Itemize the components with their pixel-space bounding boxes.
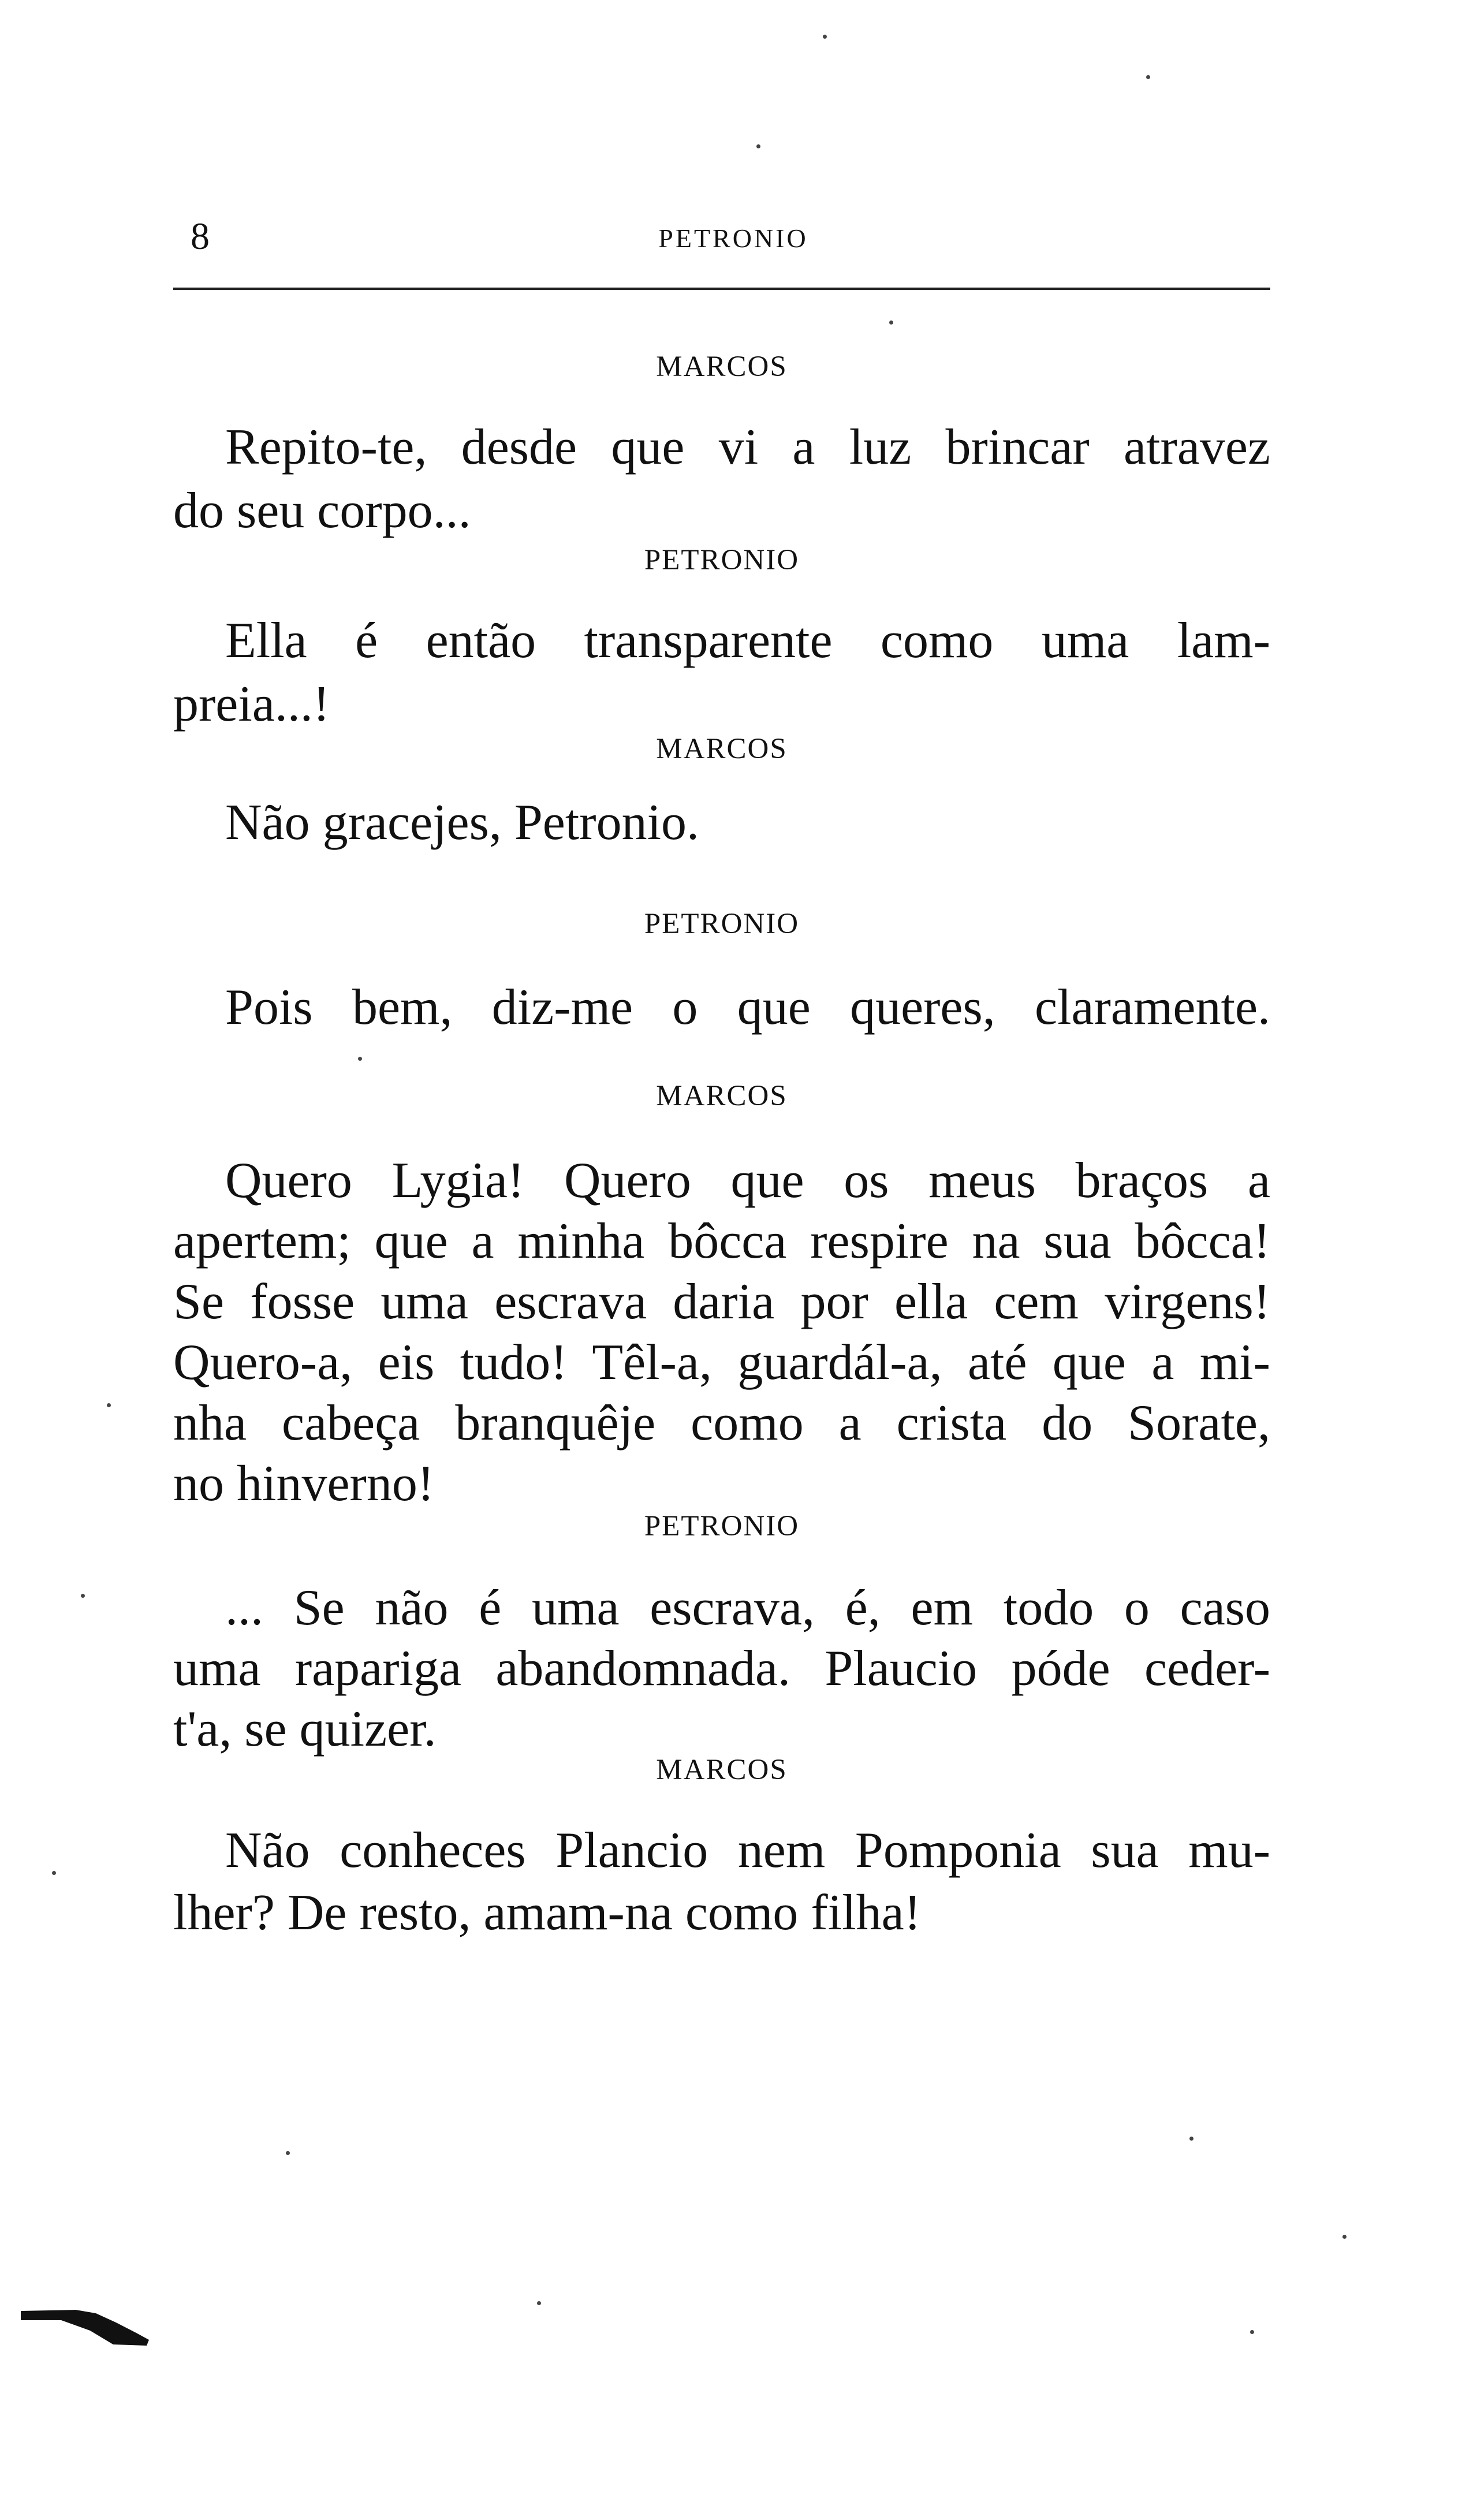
dialogue-line: Não conheces Plancio nem Pomponia sua mu- <box>225 1822 1270 1878</box>
dialogue-line: apertem; que a minha bôcca respire na sua bôcca! <box>173 1213 1270 1269</box>
dialogue-line: do seu corpo... <box>173 483 471 539</box>
speaker-label: MARCOS <box>656 1754 788 1786</box>
scan-speck <box>52 1871 56 1875</box>
dialogue-line: Não gracejes, Petronio. <box>225 795 700 851</box>
speaker-label: PETRONIO <box>644 544 800 576</box>
scan-speck <box>889 320 893 325</box>
scan-speck <box>1189 2137 1193 2141</box>
running-title: PETRONIO <box>658 223 808 253</box>
dialogue-line: nha cabeça branquêje como a crista do Sorate, <box>173 1395 1270 1451</box>
dialogue-line: lher? De resto, amam-na como filha! <box>173 1885 921 1941</box>
speaker-label: PETRONIO <box>644 908 800 940</box>
speaker-label: PETRONIO <box>644 1510 800 1542</box>
page-number: 8 <box>191 215 210 258</box>
scan-speck <box>107 1403 111 1407</box>
scan-speck <box>823 35 827 39</box>
dialogue-line: Quero-a, eis tudo! Têl-a, guardál-a, até que a mi- <box>173 1334 1270 1391</box>
dialogue-line: Ella é então transparente como uma lam- <box>225 613 1270 669</box>
header-rule <box>173 288 1270 290</box>
dialogue-line: Quero Lygia! Quero que os meus braços a <box>225 1153 1270 1209</box>
scan-speck <box>1146 75 1150 79</box>
dialogue-line: preia...! <box>173 676 330 732</box>
scan-speck <box>756 144 760 148</box>
speaker-label: MARCOS <box>656 1080 788 1112</box>
scan-speck <box>286 2151 290 2155</box>
dialogue-line: Pois bem, diz-me o que queres, claramente. <box>225 979 1270 1035</box>
scan-speck <box>1342 2235 1347 2239</box>
scan-speck <box>358 1057 362 1061</box>
dialogue-line: uma rapariga abandomnada. Plaucio póde ceder- <box>173 1641 1270 1697</box>
dialogue-line: t'a, se quizer. <box>173 1701 437 1757</box>
dialogue-line: no hinverno! <box>173 1456 435 1512</box>
speaker-label: MARCOS <box>656 733 788 765</box>
scan-speck <box>537 2301 541 2305</box>
ink-stain <box>21 2307 154 2348</box>
scan-speck <box>1250 2330 1254 2334</box>
dialogue-line: Se fosse uma escrava daria por ella cem virgens! <box>173 1274 1270 1330</box>
dialogue-line: ... Se não é uma escrava, é, em todo o caso <box>225 1580 1270 1636</box>
page-header <box>191 214 1276 260</box>
scan-speck <box>81 1594 85 1598</box>
speaker-label: MARCOS <box>656 351 788 383</box>
dialogue-line: Repito-te, desde que vi a luz brincar atravez <box>225 419 1270 475</box>
